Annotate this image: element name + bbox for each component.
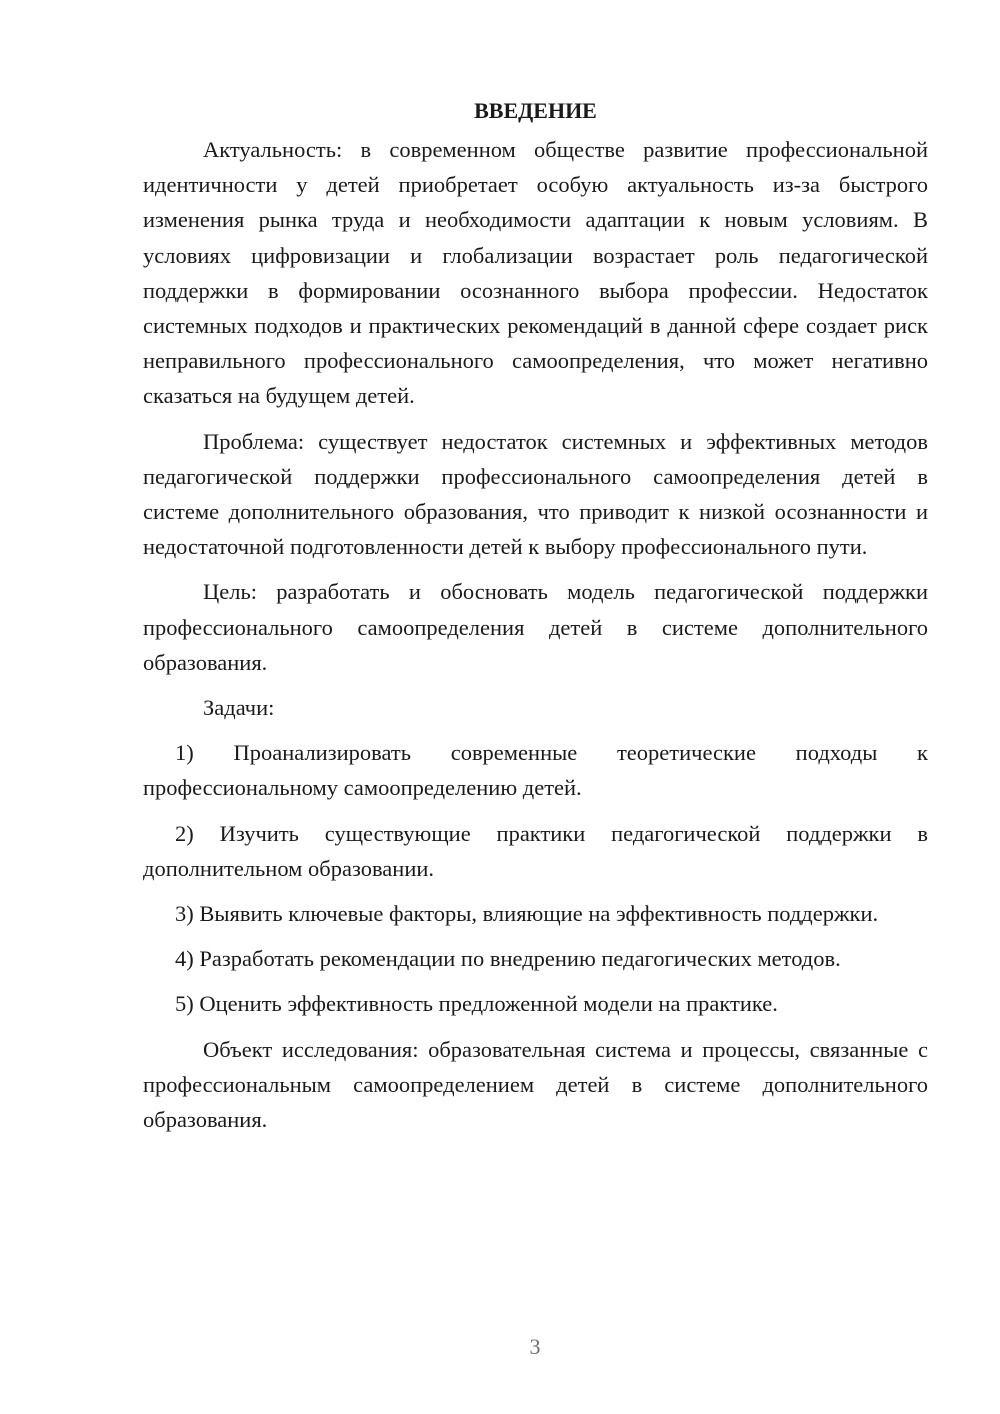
task-item-5: 5) Оценить эффективность предложенной модели на практике.	[175, 991, 778, 1017]
object-paragraph: Объект исследования: образовательная система и процессы, связанные с профессиональным самоопределением детей в системе дополнительного образования.	[143, 1036, 928, 1133]
task-item-1: 1) Проанализировать современные теоретические подходы к профессиональному самоопределению детей.	[143, 740, 928, 801]
task-item-3: 3) Выявить ключевые факторы, влияющие на эффективность поддержки.	[175, 901, 879, 927]
goal-paragraph: Цель: разработать и обосновать модель педагогической поддержки профессионального самоопределения детей в системе дополнительного образования.	[143, 579, 928, 675]
task-item-4: 4) Разработать рекомендации по внедрению педагогических методов.	[175, 946, 841, 972]
document-page	[143, 96, 928, 1137]
relevance-paragraph: Актуальность: в современном обществе развитие профессиональной идентичности у детей приобретает особую актуальность из-за быстрого изменения рынка труда и необходимости адаптации к новым условиям. В условиях цифровизации и глобализации возрастает роль педагогической поддержки в формировании осознанного выбора профессии. Недостаток системных подходов и практических рекомендаций в данной сфере создает риск неправильного профессионального самоопределения, что может негативно сказаться на будущем детей.	[143, 137, 928, 409]
page-number: 3	[529, 1334, 541, 1359]
tasks-label: Задачи:	[203, 695, 275, 721]
section-heading: ВВЕДЕНИЕ	[474, 98, 597, 123]
task-item-2: 2) Изучить существующие практики педагогической поддержки в дополнительном образовании.	[143, 820, 928, 881]
problem-paragraph: Проблема: существует недостаток системных и эффективных методов педагогической поддержки профессионального самоопределения детей в системе дополнительного образования, что приводит к низкой осознанности и недостаточной подготовленности детей к выбору профессионального пути.	[143, 428, 928, 560]
